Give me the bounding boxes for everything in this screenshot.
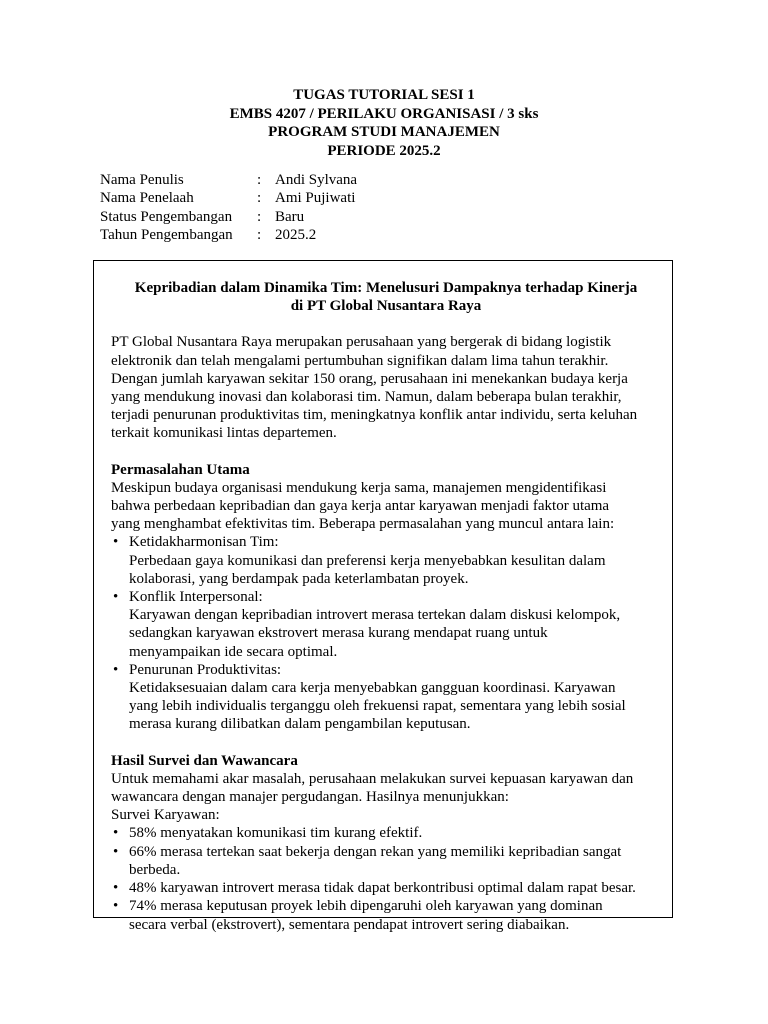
survey-section-title: Hasil Survei dan Wawancara (111, 752, 298, 769)
meta-value: Baru (275, 208, 305, 225)
list-item (111, 588, 661, 661)
meta-separator: : (257, 226, 262, 243)
meta-row-status (100, 208, 357, 226)
header-line-1: TUGAS TUTORIAL SESI 1 (293, 87, 475, 103)
list-item: • 48% karyawan introvert merasa tidak dapat berkontribusi optimal dalam rapat besar. (111, 879, 661, 897)
meta-separator: : (257, 172, 262, 188)
header-line-4: PERIODE 2025.2 (327, 142, 441, 159)
list-item-heading: • Ketidakharmonisan Tim: (129, 534, 279, 551)
header-line-2: EMBS 4207 / PERILAKU ORGANISASI / 3 sks (229, 105, 539, 122)
meta-label: Nama Penulis (100, 172, 184, 188)
meta-row-year (100, 226, 357, 244)
list-item (111, 533, 661, 588)
case-study-content (111, 279, 661, 934)
document-header (0, 86, 768, 160)
list-item-description: Perbedaan gaya komunikasi dan preferensi kerja menyebabkan kesulitan dalam kolaborasi, yang berdampak pada keterlambatan proyek. (129, 552, 606, 587)
list-item-description: Karyawan dengan kepribadian introvert merasa tertekan dalam diskusi kelompok, sedangkan karyawan ekstrovert merasa kurang mendapat ruang untuk menyampaikan ide secara optimal. (129, 607, 621, 660)
meta-label: Nama Penelaah (100, 190, 194, 207)
meta-label: Status Pengembangan (100, 208, 233, 225)
meta-separator: : (257, 208, 262, 225)
intro-paragraph: PT Global Nusantara Raya merupakan perusahaan yang bergerak di bidang logistik elektronik dan telah mengalami pertumbuhan signifikan dalam lima tahun terakhir. Dengan jumlah karyawan sekitar 150 orang, perusahaan ini menekankan budaya kerja yang mendukung inovasi dan kolaborasi tim. Namun, dalam beberapa bulan terakhir, terjadi penurunan produktivitas tim, meningkatnya konflik antar individu, serta keluhan terkait komunikasi lintas departemen. (111, 334, 638, 442)
list-item-heading: • Konflik Interpersonal: (129, 589, 263, 606)
metadata-block (100, 171, 357, 244)
meta-label: Tahun Pengembangan (100, 226, 233, 243)
case-study-box (93, 260, 673, 933)
header-line-3: PROGRAM STUDI MANAJEMEN (268, 124, 500, 140)
list-item (111, 661, 661, 734)
spacer (111, 315, 661, 333)
list-item: • 74% merasa keputusan proyek lebih dipengaruhi oleh karyawan yang dominan secara verbal (ekstrovert), sementara pendapat introvert sering diabaikan. (111, 897, 661, 933)
problem-paragraph: Meskipun budaya organisasi mendukung kerja sama, manajemen mengidentifikasi bahwa perbedaan kepribadian dan gaya kerja antar karyawan menjadi faktor utama yang menghambat efektivitas tim. Beberapa permasalahan yang muncul antara lain: (111, 479, 615, 533)
spacer (111, 443, 661, 461)
list-item-description: Ketidaksesuaian dalam cara kerja menyebabkan gangguan koordinasi. Karyawan yang lebih individualis terganggu oleh frekuensi rapat, sementara yang lebih sosial merasa kurang dilibatkan dalam pengambilan keputusan. (129, 680, 626, 733)
problem-list (111, 533, 661, 733)
spacer (111, 734, 661, 752)
list-item: • 66% merasa tertekan saat bekerja dengan rekan yang memiliki kepribadian sangat berbeda. (111, 843, 661, 879)
meta-separator: : (257, 190, 262, 207)
meta-value: 2025.2 (275, 226, 317, 243)
meta-value: Andi Sylvana (275, 172, 358, 188)
meta-value: Ami Pujiwati (275, 190, 356, 207)
meta-row-reviewer (100, 189, 357, 207)
meta-row-author (100, 171, 357, 189)
survey-subheading: Survei Karyawan: (111, 807, 220, 824)
list-item-heading: • Penurunan Produktivitas: (129, 661, 282, 678)
survey-paragraph: Untuk memahami akar masalah, perusahaan melakukan survei kepuasan karyawan dan wawancara dengan manajer pergudangan. Hasilnya menunjukkan: (111, 770, 634, 806)
list-item: • 58% menyatakan komunikasi tim kurang efektif. (111, 824, 661, 842)
survey-list (111, 824, 661, 933)
case-study-title: Kepribadian dalam Dinamika Tim: Menelusuri Dampaknya terhadap Kinerja di PT Global Nusantara Raya (134, 280, 638, 315)
problem-section-title: Permasalahan Utama (111, 461, 250, 478)
